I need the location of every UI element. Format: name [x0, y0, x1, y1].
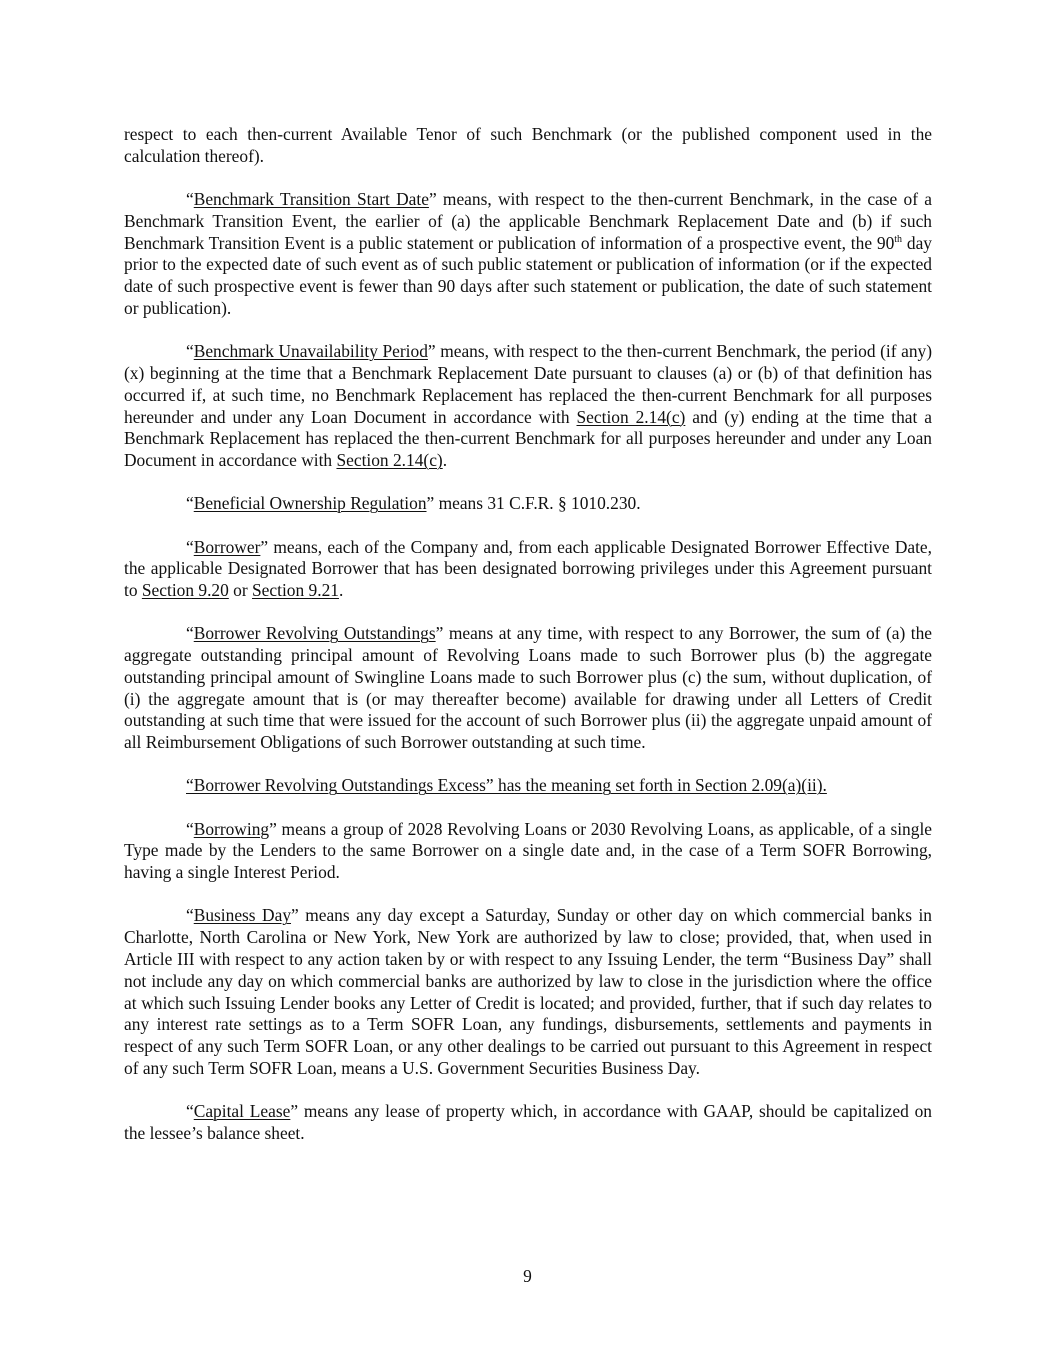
open-quote: “ — [186, 1101, 194, 1122]
ordinal-suffix: th — [894, 233, 903, 245]
section-reference: Section 2.14(c) — [576, 406, 686, 427]
definition-text: and (y) ending at the time that a Benchmark Replacement has replaced the then-current Benchmark for all purposes hereunder and under any Loan Document in accordance with — [124, 406, 932, 471]
definition-beneficial-ownership-regulation — [124, 493, 932, 515]
definition-benchmark-transition-start-date — [124, 189, 932, 320]
defined-term: Borrower — [193, 536, 261, 557]
defined-term: Borrowing — [193, 818, 270, 839]
open-quote: “ — [186, 536, 194, 557]
open-quote: “ — [186, 341, 194, 362]
document-page — [124, 124, 932, 1166]
definition-text: ” means a group of 2028 Revolving Loans or 2030 Revolving Loans, as applicable, of a single Type made by the Lenders to the same Borrower on a single date and, in the case of a Term SOFR Borrowing, having a single Interest Period. — [124, 818, 932, 883]
definition-borrower-revolving-outstandings — [124, 623, 932, 754]
defined-term: Beneficial Ownership Regulation — [193, 493, 427, 514]
definition-benchmark-unavailability-period — [124, 341, 932, 472]
definition-business-day — [124, 905, 932, 1079]
page-number: 9 — [523, 1266, 532, 1286]
definition-text: “Borrower Revolving Outstandings Excess” has the meaning set forth in Section 2.09(a)(ii). — [186, 775, 827, 796]
open-quote: “ — [186, 188, 194, 209]
section-reference: Section 9.20 — [141, 580, 229, 601]
continued-paragraph — [124, 124, 932, 168]
definition-text: ” means any lease of property which, in accordance with GAAP, should be capitalized on the lessee’s balance sheet. — [124, 1101, 933, 1143]
definition-text: ” means 31 C.F.R. § 1010.230. — [426, 493, 641, 514]
definition-text: ” means at any time, with respect to any Borrower, the sum of (a) the aggregate outstanding principal amount of Revolving Loans made to such Borrower plus (b) the aggregate outstanding principal amount of Swingline Loans made to such Borrower plus (c) the sum, without duplication, of (i) the aggregate amount that is (or may thereafter become) available for drawing under all Letters of Credit outstanding at such time that were issued for the account of such Borrower plus (ii) the aggregate unpaid amount of all Reimbursement Obligations of such Borrower outstanding at such time. — [124, 623, 932, 753]
open-quote: “ — [186, 493, 194, 514]
open-quote: “ — [186, 818, 194, 839]
open-quote: “ — [186, 905, 194, 926]
defined-term: Benchmark Unavailability Period — [193, 341, 428, 362]
definition-borrower — [124, 537, 932, 602]
definition-text: ” means any day except a Saturday, Sunday or other day on which commercial banks in Charlotte, North Carolina or New York, New York are authorized by law to close; provided, that, when used in Article III with respect to any action taken by or with respect to any Issuing Lender, the term “Business Day” shall not include any day on which commercial banks are authorized by law to close in the jurisdiction where the office at which such Issuing Lender books any Letter of Credit is located; and provided, further, that if such day relates to any interest rate settings as to a Term SOFR Loan, any fundings, disbursements, settlements and payments in respect of any such Term SOFR Loan, or any other dealings to be carried out pursuant to this Agreement in respect of any such Term SOFR Loan, means a U.S. Government Securities Business Day. — [124, 905, 932, 1079]
definition-text: ” means, with respect to the then-current Benchmark, in the case of a Benchmark Transition Event, the earlier of (a) the applicable Benchmark Replacement Date and (b) if such Benchmark Transition Event is a public statement or publication of information of a prospective event, the 90 — [124, 188, 932, 253]
definition-text: . — [442, 450, 448, 471]
section-reference: Section 2.14(c) — [336, 450, 443, 471]
defined-term: Business Day — [193, 905, 292, 926]
definition-text: ” means, each of the Company and, from each applicable Designated Borrower Effective Date, the applicable Designated Borrower that has been designated borrowing privileges under this Agreement pursuant to — [124, 536, 932, 601]
defined-term: Capital Lease — [193, 1101, 291, 1122]
definition-text: . — [338, 580, 344, 601]
definition-text: day prior to the expected date of such event as of such public statement or publication of information (or if the expected date of such prospective event is fewer than 90 days after such statement or publication, the date of such statement or publication). — [124, 232, 932, 318]
definition-borrowing — [124, 819, 932, 884]
definition-text: or — [228, 580, 253, 601]
defined-term: Benchmark Transition Start Date — [193, 188, 429, 209]
definition-capital-lease — [124, 1101, 932, 1145]
defined-term: Borrower Revolving Outstandings — [193, 623, 436, 644]
definition-text: ” means, with respect to the then-current Benchmark, the period (if any) (x) beginning at the time that a Benchmark Replacement Date pursuant to clauses (a) or (b) of that definition has occurred if, at such time, no Benchmark Replacement has replaced the then-current Benchmark for all purposes hereunder and under any Loan Document in accordance with — [124, 341, 932, 427]
section-reference: Section 9.21 — [252, 580, 339, 601]
paragraph-text: respect to each then-current Available Tenor of such Benchmark (or the published component used in the calculation thereof). — [124, 124, 932, 166]
open-quote: “ — [186, 623, 194, 644]
definition-borrower-revolving-outstandings-excess — [124, 775, 932, 797]
